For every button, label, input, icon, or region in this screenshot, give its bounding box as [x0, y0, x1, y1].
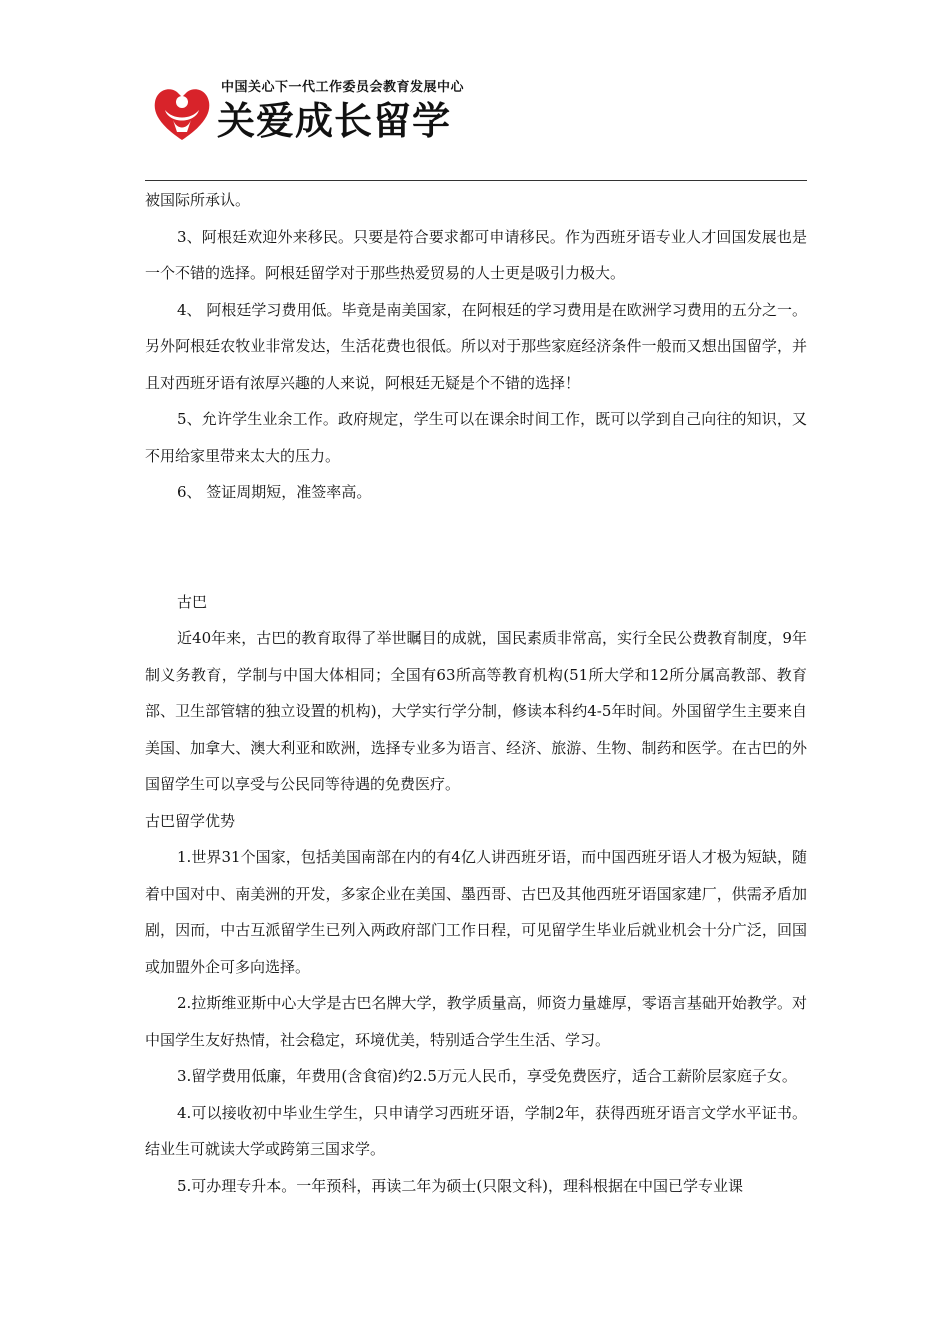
- paragraph: 5、允许学生业余工作。政府规定，学生可以在课余时间工作，既可以学到自己向往的知识，又不用给家里带来太大的压力。: [145, 410, 807, 465]
- paragraph: 3、阿根廷欢迎外来移民。只要是符合要求都可申请移民。作为西班牙语专业人才回国发展也是一个不错的选择。阿根廷留学对于那些热爱贸易的人士更是吸引力极大。: [145, 227, 807, 282]
- header-divider: [145, 180, 807, 181]
- page-header: [145, 72, 807, 182]
- section-heading: 古巴留学优势: [145, 811, 236, 830]
- organization-name: 中国关心下一代工作委员会教育发展中心: [221, 80, 465, 95]
- paragraph: 4.可以接收初中毕业生学生，只申请学习西班牙语，学制2年，获得西班牙语言文学水平证书。结业生可就读大学或跨第三国求学。: [145, 1103, 807, 1158]
- paragraph: 近40年来，古巴的教育取得了举世瞩目的成就，国民素质非常高，实行全民公费教育制度，9年制义务教育，学制与中国大体相同；全国有63所高等教育机构(51所大学和12所分属高教部、教育部、卫生部管辖的独立设置的机构)，大学实行学分制，修读本科约4-5年时间。外国留学生主要来自美国、加拿大、澳大利亚和欧洲，选择专业多为语言、经济、旅游、生物、制药和医学。在古巴的外国留学生可以享受与公民同等待遇的免费医疗。: [145, 629, 807, 793]
- section-heading: 古巴: [177, 592, 208, 611]
- paragraph: 2.拉斯维亚斯中心大学是古巴名牌大学，教学质量高，师资力量雄厚，零语言基础开始教学。对中国学生友好热情，社会稳定，环境优美，特别适合学生生活、学习。: [145, 994, 807, 1049]
- paragraph: 3.留学费用低廉，年费用(含食宿)约2.5万元人民币，享受免费医疗，适合工薪阶层家庭子女。: [177, 1067, 797, 1085]
- blank-space: [145, 511, 807, 584]
- paragraph: 被国际所承认。: [145, 191, 251, 209]
- brand-title: 关爱成长留学: [217, 99, 452, 143]
- heart-figure-logo-icon: [151, 80, 213, 146]
- paragraph: 6、 签证周期短，准签率高。: [177, 483, 372, 501]
- paragraph: 1.世界31个国家，包括美国南部在内的有4亿人讲西班牙语，而中国西班牙语人才极为短缺，随着中国对中、南美洲的开发，多家企业在美国、墨西哥、古巴及其他西班牙语国家建厂，供需矛盾加剧，因而，中古互派留学生已列入两政府部门工作日程，可见留学生毕业后就业机会十分广泛，回国或加盟外企可多向选择。: [145, 848, 807, 976]
- paragraph: 5.可办理专升本。一年预科，再读二年为硕士(只限文科)，理科根据在中国已学专业课: [177, 1176, 744, 1195]
- paragraph: 4、 阿根廷学习费用低。毕竟是南美国家，在阿根廷的学习费用是在欧洲学习费用的五分之一。另外阿根廷农牧业非常发达，生活花费也很低。所以对于那些家庭经济条件一般而又想出国留学，并且对西班牙语有浓厚兴趣的人来说，阿根廷无疑是个不错的选择！: [145, 300, 807, 392]
- document-body: [145, 182, 807, 1204]
